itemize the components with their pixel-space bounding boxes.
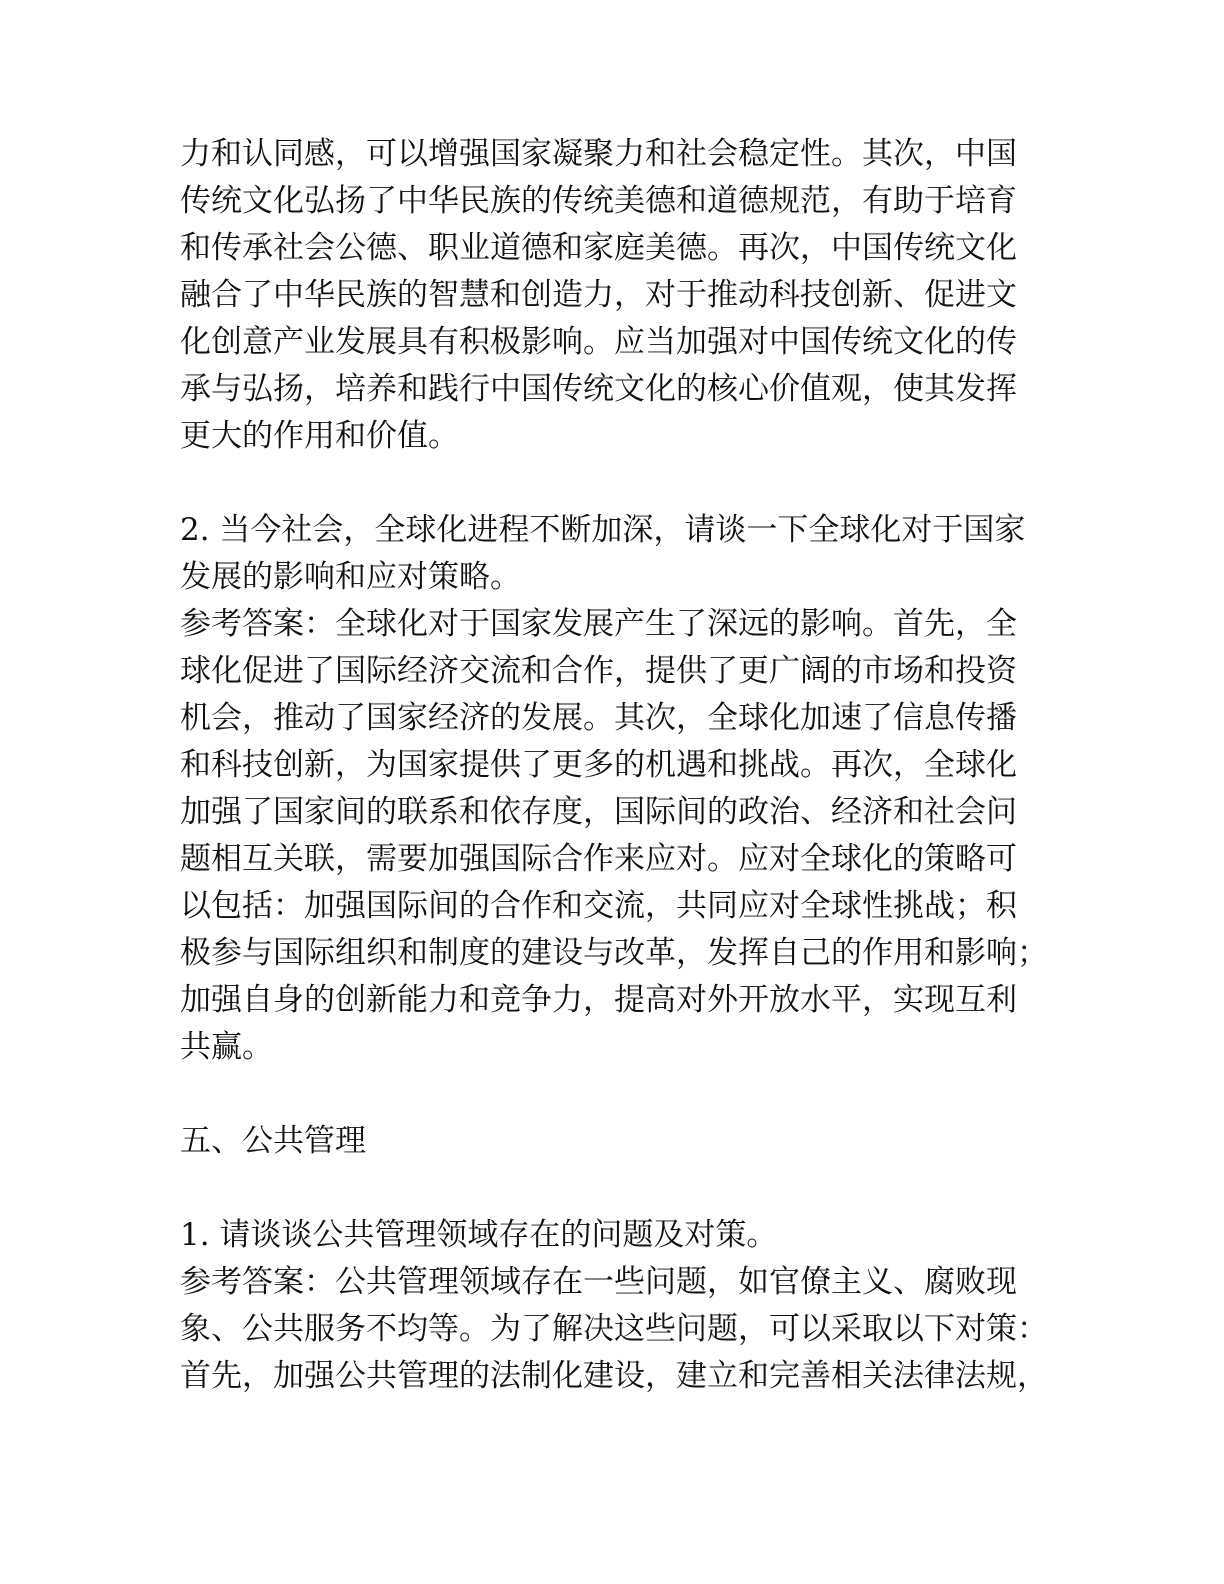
answer-line: 以包括：加强国际间的合作和交流，共同应对全球性挑战；积 bbox=[180, 888, 1017, 924]
question-line: 发展的影响和应对策略。 bbox=[180, 559, 521, 595]
section-heading: 五、公共管理 bbox=[180, 1123, 366, 1159]
answer-line: 球化促进了国际经济交流和合作，提供了更广阔的市场和投资 bbox=[180, 653, 1017, 689]
text-line: 融合了中华民族的智慧和创造力，对于推动科技创新、促进文 bbox=[180, 277, 1017, 313]
answer-2 bbox=[180, 601, 1050, 1071]
answer-line: 加强了国家间的联系和依存度，国际间的政治、经济和社会问 bbox=[180, 794, 1017, 830]
question-1 bbox=[180, 1212, 1050, 1259]
answer-line: 和科技创新，为国家提供了更多的机遇和挑战。再次，全球化 bbox=[180, 747, 1017, 783]
answer-line: 极参与国际组织和制度的建设与改革，发挥自己的作用和影响； bbox=[180, 935, 1048, 971]
answer-line: 机会，推动了国家经济的发展。其次，全球化加速了信息传播 bbox=[180, 700, 1017, 736]
answer-line: 参考答案：全球化对于国家发展产生了深远的影响。首先，全 bbox=[180, 606, 1017, 642]
answer-line: 题相互关联，需要加强国际合作来应对。应对全球化的策略可 bbox=[180, 841, 1017, 877]
paragraph-gap bbox=[180, 1165, 1050, 1212]
paragraph-gap bbox=[180, 1071, 1050, 1118]
answer-line: 首先，加强公共管理的法制化建设，建立和完善相关法律法规， bbox=[180, 1358, 1048, 1394]
paragraph-continuation bbox=[180, 131, 1050, 460]
answer-line: 参考答案：公共管理领域存在一些问题，如官僚主义、腐败现 bbox=[180, 1264, 1017, 1300]
text-line: 更大的作用和价值。 bbox=[180, 418, 459, 454]
text-line: 和传承社会公德、职业道德和家庭美德。再次，中国传统文化 bbox=[180, 230, 1017, 266]
answer-line: 加强自身的创新能力和竞争力，提高对外开放水平，实现互利 bbox=[180, 982, 1017, 1018]
question-line: 2. 当今社会，全球化进程不断加深，请谈一下全球化对于国家 bbox=[180, 512, 1026, 548]
paragraph-gap bbox=[180, 460, 1050, 507]
answer-line: 共赢。 bbox=[180, 1029, 273, 1065]
question-2 bbox=[180, 507, 1050, 601]
text-line: 承与弘扬，培养和践行中国传统文化的核心价值观，使其发挥 bbox=[180, 371, 1017, 407]
answer-1 bbox=[180, 1259, 1050, 1400]
answer-line: 象、公共服务不均等。为了解决这些问题，可以采取以下对策： bbox=[180, 1311, 1048, 1347]
text-line: 力和认同感，可以增强国家凝聚力和社会稳定性。其次，中国 bbox=[180, 136, 1017, 172]
text-line: 传统文化弘扬了中华民族的传统美德和道德规范，有助于培育 bbox=[180, 183, 1017, 219]
question-line: 1. 请谈谈公共管理领域存在的问题及对策。 bbox=[180, 1217, 778, 1253]
text-line: 化创意产业发展具有积极影响。应当加强对中国传统文化的传 bbox=[180, 324, 1017, 360]
document-page bbox=[180, 131, 1050, 1400]
section-heading-5 bbox=[180, 1118, 1050, 1165]
